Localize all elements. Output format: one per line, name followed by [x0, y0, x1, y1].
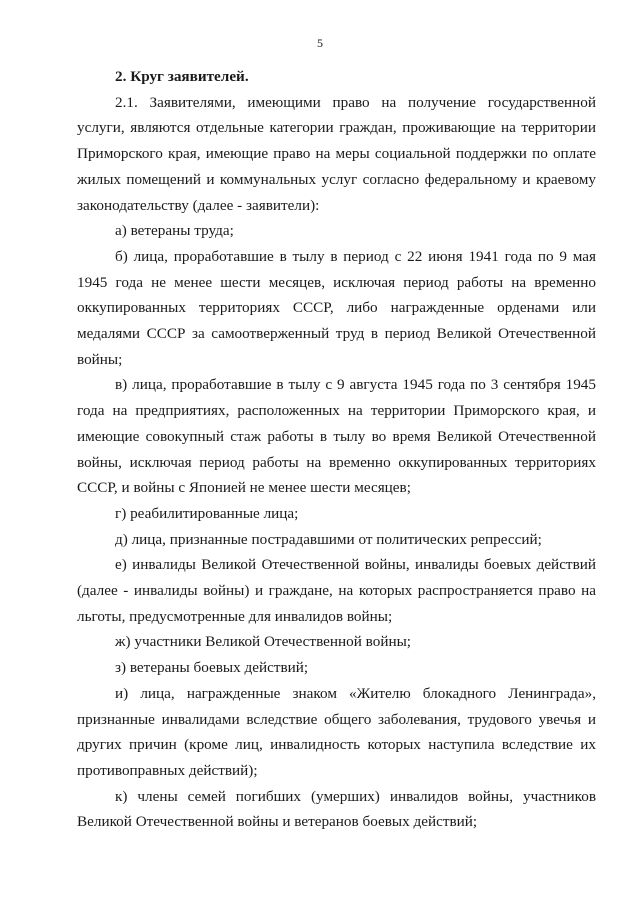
list-item-g: г) реабилитированные лица; [115, 504, 299, 522]
list-item-z: з) ветераны боевых действий; [115, 659, 309, 677]
list-item-v: в) лица, проработавшие в тылу с 9 августа 1945 года по 3 сентября 1945 года на предприятиях, расположенных на территории Приморского края, и имеющие совокупный стаж работы в тылу во время Великой Отечественной войны, исключая период работы на временно оккупированных территориях СССР, и войны с Японией не менее шести месяцев; [77, 376, 596, 497]
section-heading: 2. Круг заявителей. [115, 68, 249, 85]
list-item-b: б) лица, проработавшие в тылу в период с 22 июня 1941 года по 9 мая 1945 года не менее шести месяцев, исключая период работы на временно оккупированных территориях СССР, либо награжденные орденами или медалями СССР за самоотверженный труд в период Великой Отечественной войны; [77, 247, 596, 368]
paragraph-2-1: 2.1. Заявителями, имеющими право на получение государственной услуги, являются отдельные категории граждан, проживающие на территории Приморского края, имеющие право на меры социальной поддержки по оплате жилых помещений и коммунальных услуг согласно федеральному и краевому законодательству (далее - заявители): [77, 93, 596, 214]
page-number: 5 [317, 36, 323, 50]
document-body [77, 64, 596, 835]
list-item-k: к) члены семей погибших (умерших) инвалидов войны, участников Великой Отечественной войны и ветеранов боевых действий; [77, 787, 596, 831]
list-item-i: и) лица, награжденные знаком «Жителю блокадного Ленинграда», признанные инвалидами вследствие общего заболевания, трудового увечья и других причин (кроме лиц, инвалидность которых наступила вследствие их противоправных действий); [77, 684, 596, 779]
list-item-e: е) инвалиды Великой Отечественной войны, инвалиды боевых действий (далее - инвалиды войны) и граждане, на которых распространяется право на льготы, предусмотренные для инвалидов войны; [77, 556, 596, 625]
list-item-a: а) ветераны труда; [115, 222, 234, 240]
list-item-d: д) лица, признанные пострадавшими от политических репрессий; [115, 530, 542, 548]
list-item-zh: ж) участники Великой Отечественной войны; [115, 633, 411, 651]
